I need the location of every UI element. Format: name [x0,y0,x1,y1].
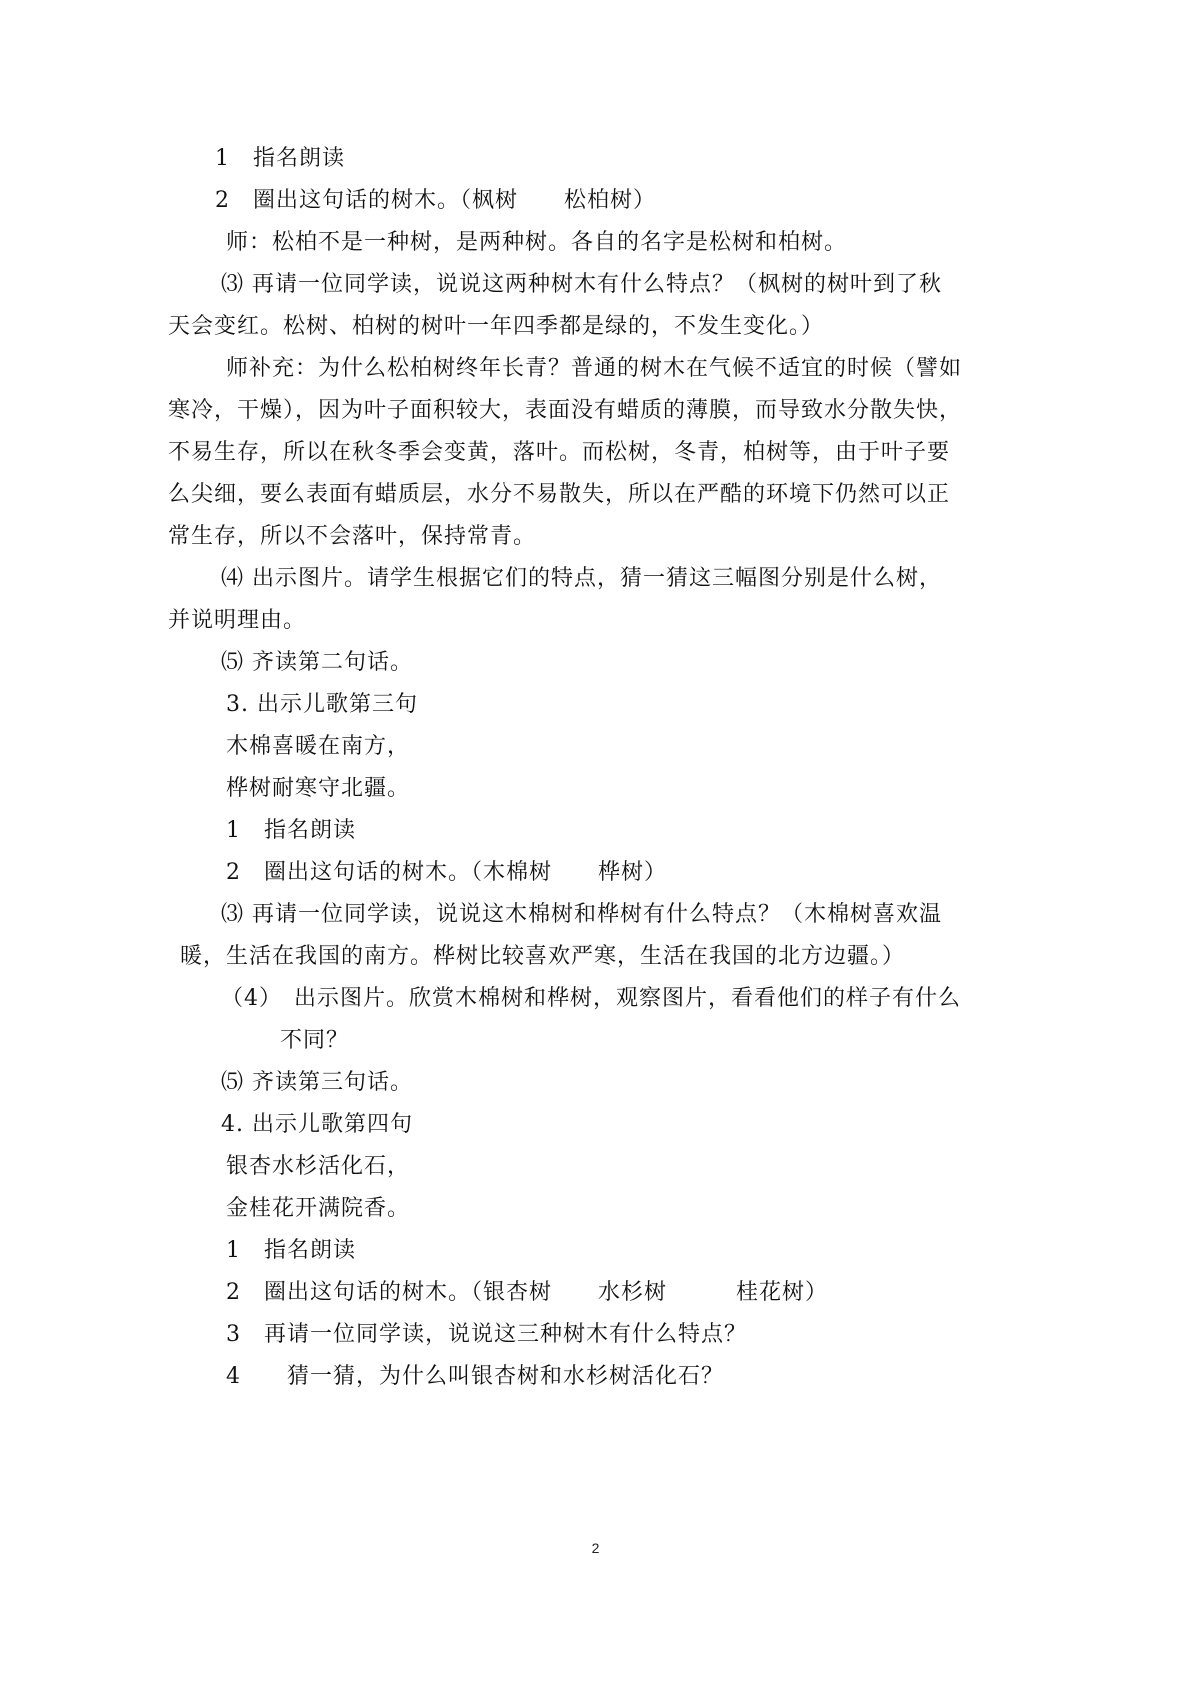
text-line: ⑸ 齐读第三句话。 [221,1070,413,1095]
text-line: 1 指名朗读 [226,1238,356,1263]
section-heading: 3. 出示儿歌第三句 [226,692,418,717]
text-line: ⑶ 再请一位同学读，说说这木棉树和桦树有什么特点？（木棉树喜欢温 [221,902,942,927]
text-line: ⑶ 再请一位同学读，说说这两种树木有什么特点？（枫树的树叶到了秋 [221,272,942,297]
section-heading: 4. 出示儿歌第四句 [221,1112,413,1137]
text-line: 1 指名朗读 [215,146,345,171]
text-line: 3 再请一位同学读，说说这三种树木有什么特点？ [226,1322,747,1347]
text-line: ⑸ 齐读第二句话。 [221,650,413,675]
page-number: 2 [591,1540,600,1556]
poem-line: 银杏水杉活化石， [226,1154,411,1179]
text-line: 常生存，所以不会落叶，保持常青。 [168,524,537,549]
text-line: 4 猜一猜，为什么叫银杏树和水杉树活化石？ [226,1364,724,1389]
poem-line: 金桂花开满院香。 [226,1196,411,1221]
poem-line: 木棉喜暖在南方， [226,734,411,759]
text-line: 师：松柏不是一种树，是两种树。各自的名字是松树和柏树。 [226,230,848,255]
text-line: （4） 出示图片。欣赏木棉树和桦树，观察图片，看看他们的样子有什么 [221,986,961,1011]
text-line: ⑷ 出示图片。请学生根据它们的特点，猜一猜这三幅图分别是什么树， [221,566,942,591]
text-line: 师补充：为什么松柏树终年长青？普通的树木在气候不适宜的时候（譬如 [226,356,963,381]
text-line: 么尖细，要么表面有蜡质层，水分不易散失，所以在严酷的环境下仍然可以正 [168,482,951,507]
text-line: 暖，生活在我国的南方。桦树比较喜欢严寒，生活在我国的北方边疆。） [180,944,906,969]
text-line: 寒冷，干燥），因为叶子面积较大，表面没有蜡质的薄膜，而导致水分散失快， [168,398,963,423]
text-line: 2 圈出这句话的树木。（银杏树 水杉树 桂花树） [226,1280,828,1305]
text-line: 不同？ [280,1028,350,1053]
text-line: 2 圈出这句话的树木。（木棉树 桦树） [226,860,667,885]
poem-line: 桦树耐寒守北疆。 [226,776,411,801]
text-line: 并说明理由。 [168,608,307,633]
text-line: 不易生存，所以在秋冬季会变黄，落叶。而松树，冬青，柏树等，由于叶子要 [168,440,951,465]
text-line: 1 指名朗读 [226,818,356,843]
text-line: 天会变红。松树、柏树的树叶一年四季都是绿的，不发生变化。） [168,314,825,339]
text-line: 2 圈出这句话的树木。（枫树 松柏树） [215,188,656,213]
